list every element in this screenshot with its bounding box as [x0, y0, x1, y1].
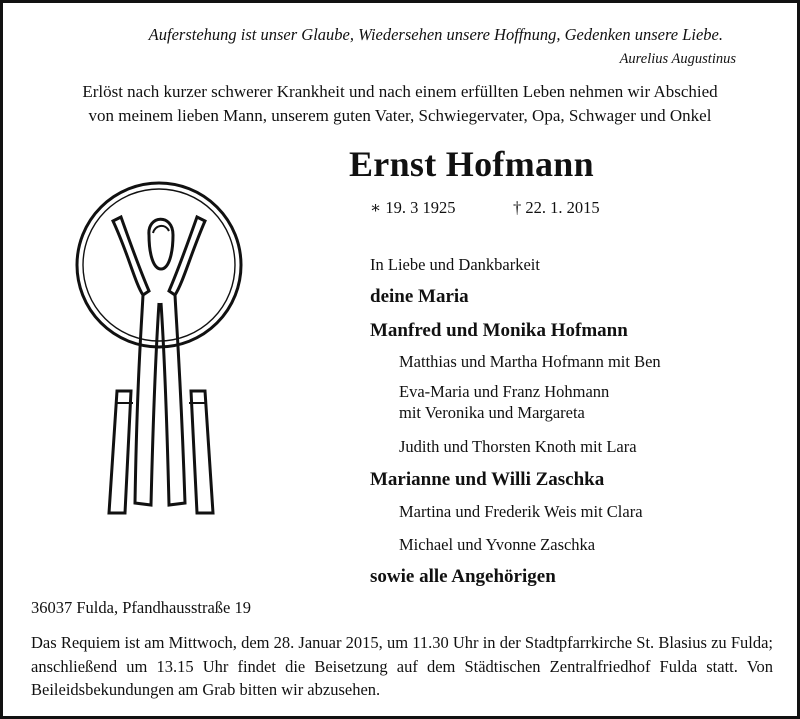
- intro-line-1: Erlöst nach kurzer schwerer Krankheit und nach einem erfüllten Leben nehmen wir Abschied: [82, 82, 718, 101]
- risen-christ-emblem-icon: [73, 173, 263, 523]
- family-1-member: Eva-Maria und Franz Hohmann: [399, 382, 610, 401]
- spouse-name: deine Maria: [370, 286, 469, 307]
- birth-date: ∗ 19. 3 1925: [370, 198, 456, 217]
- family-1-member: Matthias und Martha Hofmann mit Ben: [399, 352, 661, 371]
- family-1-member: mit Veronika und Margareta: [399, 403, 585, 422]
- deceased-name: Ernst Hofmann: [349, 144, 594, 184]
- intro-text: [3, 80, 797, 128]
- greeting: In Liebe und Dankbarkeit: [370, 255, 540, 274]
- family-2-head: Marianne und Willi Zaschka: [370, 469, 605, 490]
- quote-author: Aurelius Augustinus: [619, 51, 736, 67]
- family-2-member: Martina und Frederik Weis mit Clara: [399, 502, 643, 521]
- quote-text: Auferstehung ist unser Glaube, Wiedersehen unsere Hoffnung, Gedenken unsere Liebe.: [148, 25, 723, 44]
- intro-line-2: von meinem lieben Mann, unserem guten Vater, Schwiegervater, Opa, Schwager und Onkel: [88, 106, 712, 125]
- requiem-details: Das Requiem ist am Mittwoch, dem 28. Januar 2015, um 11.30 Uhr in der Stadtpfarrkirche St. Blasius zu Fulda; anschließend um 13.15 Uhr findet die Beisetzung auf dem Städtischen Zentralfriedhof Fulda statt. Von Beileidsbekundungen am Grab bitten wir abzusehen.: [31, 633, 773, 699]
- family-1-member: Judith und Thorsten Knoth mit Lara: [399, 437, 637, 456]
- family-2-member: Michael und Yvonne Zaschka: [399, 535, 596, 554]
- closing-relatives: sowie alle Angehörigen: [370, 566, 556, 587]
- family-address: 36037 Fulda, Pfandhausstraße 19: [31, 598, 251, 617]
- death-date: † 22. 1. 2015: [513, 198, 600, 217]
- family-1-head: Manfred und Monika Hofmann: [370, 320, 628, 341]
